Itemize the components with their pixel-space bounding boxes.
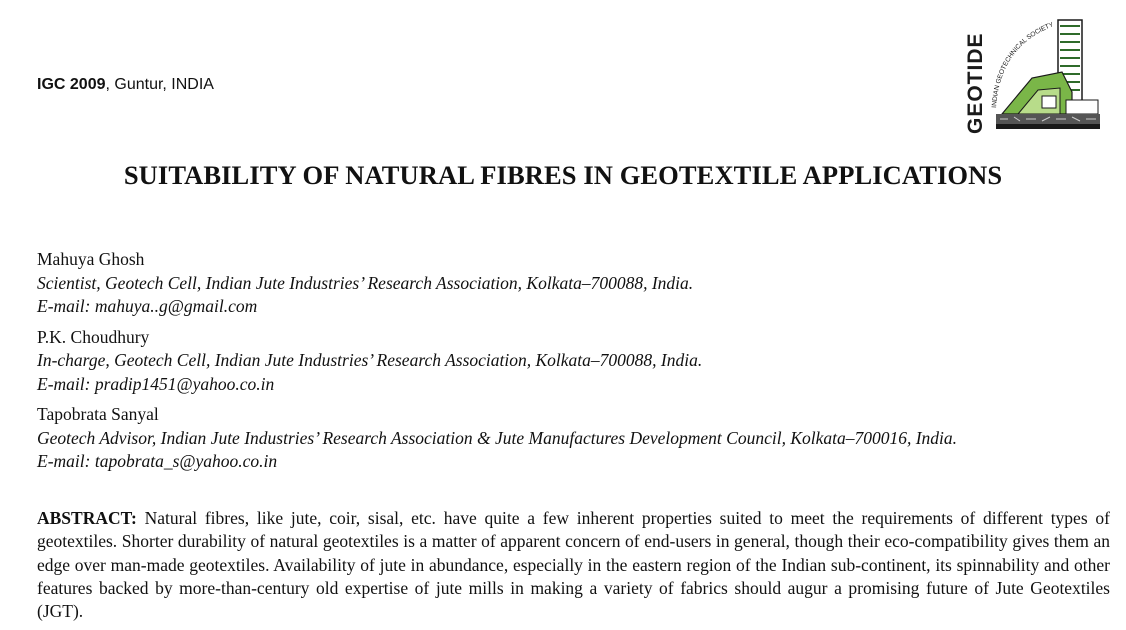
logo-society-text: INDIAN GEOTECHNICAL SOCIETY	[991, 21, 1055, 109]
author-name: Mahuya Ghosh	[37, 249, 145, 269]
geotide-logo-graphic	[962, 16, 1102, 138]
conference-name: IGC 2009	[37, 76, 106, 93]
author-affiliation: In-charge, Geotech Cell, Indian Jute Industries’ Research Association, Kolkata–700088, India.	[37, 350, 703, 370]
author-block	[37, 326, 957, 397]
conference-location: , Guntur, INDIA	[105, 76, 214, 93]
author-email: E-mail: tapobrata_s@yahoo.co.in	[37, 451, 278, 471]
abstract-label: ABSTRACT:	[37, 508, 137, 528]
abstract-text: Natural fibres, like jute, coir, sisal, etc. have quite a few inherent properties suited to meet the requirements of different types of geotextiles. Shorter durability of natural geotextiles is a matter of apparent concern of end-users in general, though their eco-compatibility gives them an edge over man-made geotextiles. Availability of jute in abundance, especially in the eastern region of the Indian sub-continent, its spinnability and other features backed by more-than-century old expertise of jute mills in making a variety of fabrics should augur a promising future of Jute Geotextiles (JGT).	[37, 508, 1110, 622]
author-block	[37, 248, 957, 319]
author-email: E-mail: pradip1451@yahoo.co.in	[37, 373, 275, 394]
logo-wordmark: GEOTIDE	[964, 32, 987, 134]
paper-title: SUITABILITY OF NATURAL FIBRES IN GEOTEXTILE APPLICATIONS	[123, 160, 1003, 190]
geotide-logo	[962, 16, 1102, 138]
author-affiliation: Geotech Advisor, Indian Jute Industries’ Research Association & Jute Manufactures Development Council, Kolkata–700016, India.	[37, 427, 958, 448]
author-affiliation: Scientist, Geotech Cell, Indian Jute Industries’ Research Association, Kolkata–700088, India.	[37, 272, 694, 293]
author-email: E-mail: mahuya..g@gmail.com	[37, 296, 258, 316]
conference-header	[37, 76, 214, 94]
author-name: P.K. Choudhury	[37, 326, 150, 347]
author-block	[37, 403, 957, 474]
abstract	[37, 507, 1110, 623]
author-name: Tapobrata Sanyal	[37, 404, 159, 424]
author-list	[37, 248, 957, 481]
